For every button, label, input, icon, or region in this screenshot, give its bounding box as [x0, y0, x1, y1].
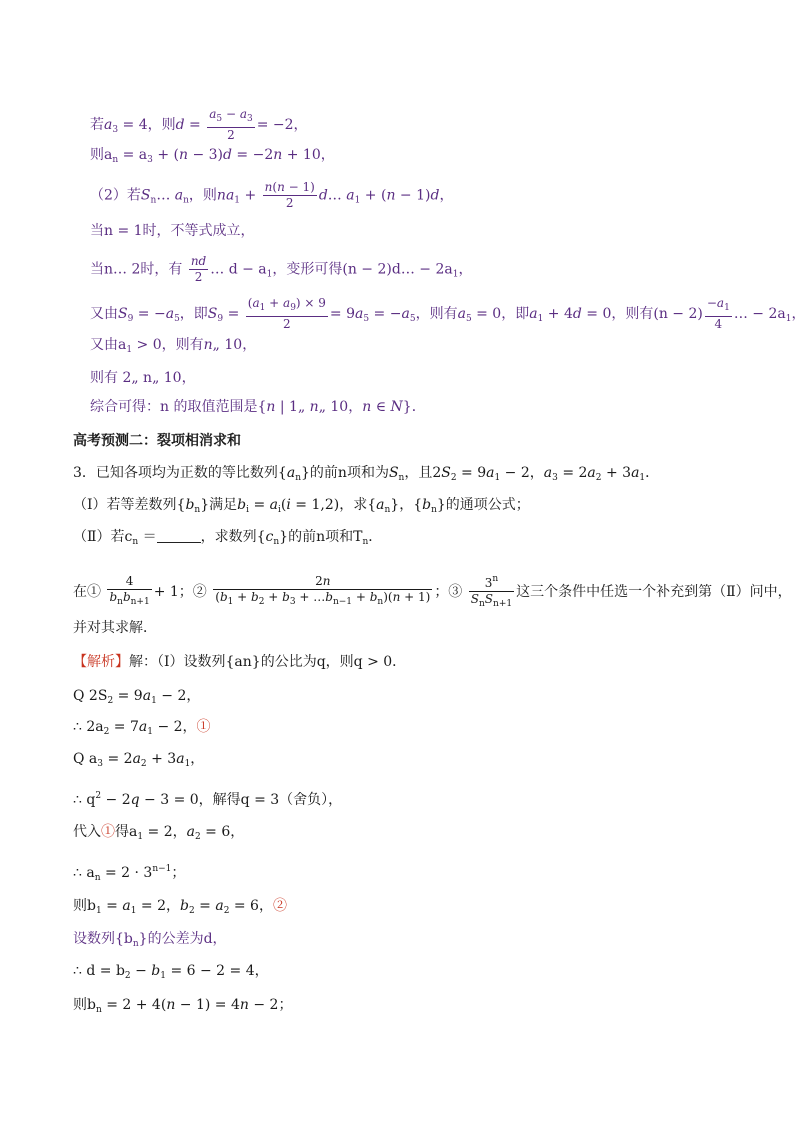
solution-line-3: ∴ $2a_2 = 7a_1 - 2$，①	[73, 719, 211, 737]
line-4: 当n = 1时，不等式成立，	[90, 223, 255, 239]
line-9: 综合可得：n 的取值范围是{n | 1„ n„ 10，n ∈ N}．	[90, 399, 426, 415]
fraction: $\frac{a_5 - a_3}{2}$	[209, 107, 253, 142]
fraction: $\frac{n(n - 1)}{2}$	[264, 180, 315, 210]
solution-line-11: 则$b_n = 2 + 4(n - 1) = 4n - 2$；	[73, 997, 293, 1015]
line-6: 又由$S_9 = -a_5$，即$S_9$ = $\frac{(a_1 + a_9) \times 9}{2}$ = $9a_5 = -a_5$，则有$a_5 = 0$，即$a_1 + 4d = 0$，则有(n − 2) $\frac{-a_1}{4}$ … − $2a_1$，	[90, 296, 805, 331]
solution-line-6: 代入①得$a_1 = 2$，$a_2 = 6$，	[73, 824, 245, 842]
line-5: 当n… 2时，有 $\frac{nd}{2}$ … $d - a_1$，变形可得(n − 2)d… − $2a_1$，	[90, 254, 473, 284]
fraction: $\frac{3^n}{S_nS_{n+1}}$	[470, 574, 513, 609]
solution-line-9: 设数列$\{b_n\}$的公差为d，	[73, 931, 227, 949]
solution-line-8: 则$b_1 = a_1 = 2$，$b_2 = a_2 = 6$，②	[73, 898, 287, 916]
fraction: $\frac{(a_1 + a_9) \times 9}{2}$	[247, 296, 326, 331]
problem-line-5: 并对其求解．	[73, 620, 157, 636]
line-2: 则$a_n = a_3 + (n - 3)d = -2n + 10$，	[90, 147, 335, 165]
problem-line-2: （Ⅰ）若等差数列$\{b_n\}$满足$b_i = a_i(i = 1,2)$，求$\{a_n\}$，$\{b_n\}$的通项公式；	[73, 497, 530, 515]
line-1: 若$a_3 = 4$，则d = $\frac{a_5 - a_3}{2}$ = −2，	[90, 107, 308, 142]
problem-line-4: 在① $\frac{4}{b_nb_{n+1}}$ + 1；② $\frac{2n}{(b_1 + b_2 + b_3 + \dots b_{n-1} + b_n)(n + 1)}$ ；③ $\frac{3^n}{S_nS_{n+1}}$ 这三个条件中任选一个补充到第（Ⅱ）问中，	[73, 572, 792, 612]
solution-line-10: ∴ $d = b_2 - b_1 = 6 - 2 = 4$，	[73, 963, 269, 981]
solution-line-7: ∴ $a_n = 2 \cdot 3^{n-1}$；	[73, 864, 186, 883]
line-3: （2）若$S_n\dots$ $a_n$，则$na_1$ + $\frac{n(n - 1)}{2}$ d… $a_1 + (n - 1)d$，	[90, 180, 454, 210]
solution-line-5: ∴ $q^2 - 2q - 3 = 0$，解得q = 3（舍负），	[73, 791, 343, 808]
line-7: 又由$a_1 > 0$，则有n„ 10，	[90, 337, 257, 355]
solution-line-1: 【解析】解：（Ⅰ）设数列{an}的公比为q，则q > 0．	[73, 654, 407, 670]
answer-blank	[157, 528, 201, 543]
solution-line-4: Q $a_3 = 2a_2 + 3a_1$，	[73, 751, 205, 769]
section-heading: 高考预测二：裂项相消求和	[73, 433, 241, 449]
problem-line-3: （Ⅱ）若$c_n$ ＝ ，求数列$\{c_n\}$的前n项和$T_n$．	[73, 529, 383, 547]
problem-line-1: 3．已知各项均为正数的等比数列$\{a_n\}$的前n项和为$S_n$，且$2S_2 = 9a_1 - 2$，$a_3 = 2a_2 + 3a_1$．	[73, 465, 660, 483]
fraction: $\frac{2n}{(b_1 + b_2 + b_3 + \dots b_{n-1} + b_n)(n + 1)}$	[215, 574, 431, 607]
line-8: 则有 2„ n„ 10，	[90, 370, 196, 386]
fraction: $\frac{-a_1}{4}$	[706, 296, 730, 331]
fraction: $\frac{nd}{2}$	[190, 254, 207, 284]
fraction: $\frac{4}{b_nb_{n+1}}$	[109, 574, 150, 607]
solution-line-2: Q $2S_2 = 9a_1 - 2$，	[73, 688, 201, 706]
